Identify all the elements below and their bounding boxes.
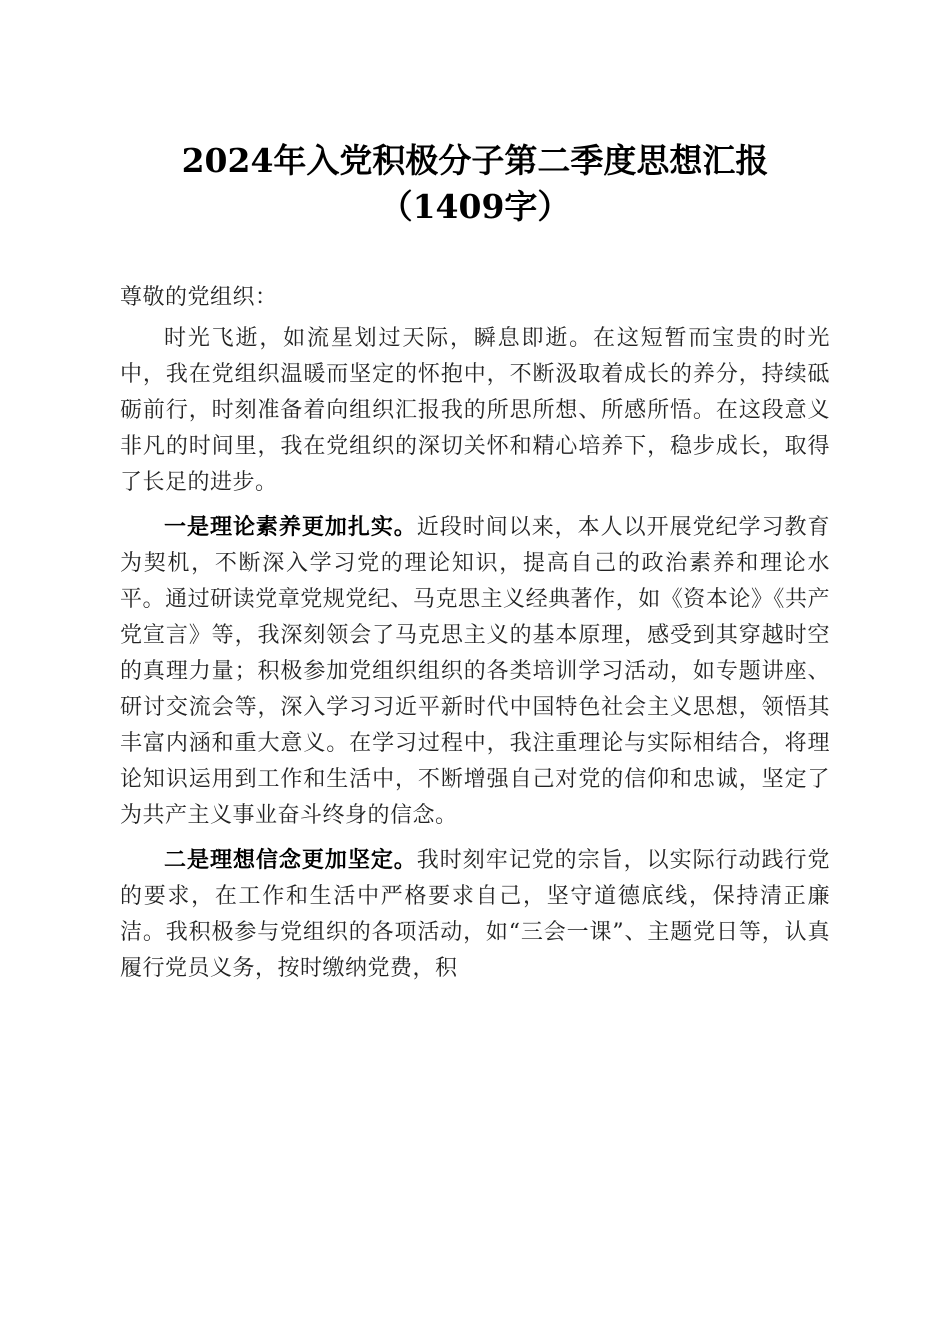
document-title: 2024年入党积极分子第二季度思想汇报 <box>181 141 769 180</box>
paragraph-text: 我时刻牢记党的宗旨，以实际行动践行党的要求，在工作和生活中严格要求自己，坚守道德底线，保持清正廉洁。我积极参与党组织的各项活动，如“三会一课”、主题党日等，认真履行党员义务，按时缴纳党费，积 <box>120 848 830 981</box>
salutation: 尊敬的党组织： <box>120 285 278 310</box>
paragraph-lead: 一是理论素养更加扎实。 <box>164 514 417 540</box>
paragraph-intro <box>120 321 830 501</box>
paragraph-ideals <box>120 842 830 987</box>
paragraph-text: 时光飞逝，如流星划过天际，瞬息即逝。在这短暂而宝贵的时光中，我在党组织温暖而坚定的怀抱中，不断汲取着成长的养分，持续砥砺前行，时刻准备着向组织汇报我的所思所想、所感所悟。在这段意义非凡的时间里，我在党组织的深切关怀和精心培养下，稳步成长，取得了长足的进步。 <box>120 326 830 495</box>
paragraph-theory <box>120 509 830 834</box>
document-subtitle: （1409字） <box>379 187 571 226</box>
document-body <box>120 280 830 995</box>
paragraph-lead: 二是理想信念更加坚定。 <box>164 847 417 873</box>
paragraph-text: 近段时间以来，本人以开展党纪学习教育为契机，不断深入学习党的理论知识，提高自己的政治素养和理论水平。通过研读党章党规党纪、马克思主义经典著作，如《资本论》《共产党宣言》等，我深刻领会了马克思主义的基本原理，感受到其穿越时空的真理力量；积极参加党组织组织的各类培训学习活动，如专题讲座、研讨交流会等，深入学习习近平新时代中国特色社会主义思想，领悟其丰富内涵和重大意义。在学习过程中，我注重理论与实际相结合，将理论知识运用到工作和生活中，不断增强自己对党的信仰和忠诚，坚定了为共产主义事业奋斗终身的信念。 <box>120 515 830 828</box>
title-block <box>0 138 950 230</box>
